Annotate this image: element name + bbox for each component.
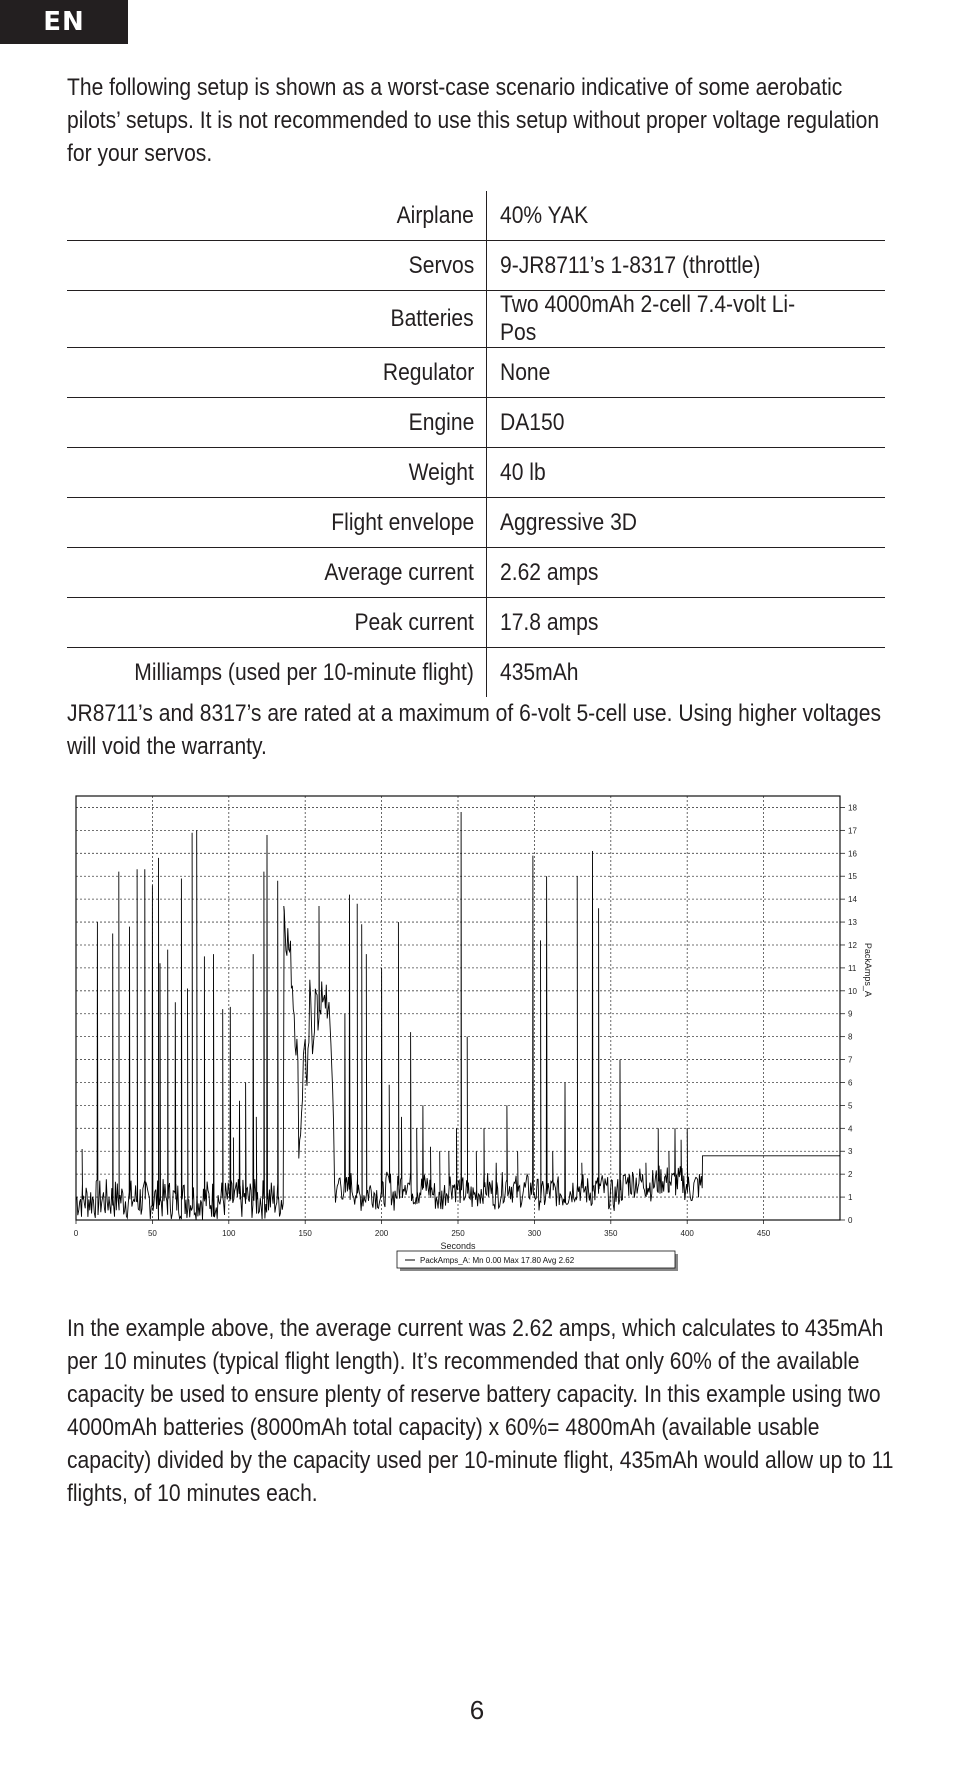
spec-value (487, 598, 886, 648)
spec-row (67, 348, 885, 398)
y-tick-label: 18 (848, 803, 857, 813)
spec-value (487, 398, 886, 448)
current-draw-chart (65, 790, 873, 1272)
y-tick-label: 0 (848, 1216, 853, 1225)
x-tick-label: 450 (756, 1229, 771, 1238)
summary-paragraph: In the example above, the average current was 2.62 amps, which calculates to 435mAh per 10 minutes (typical flight length). It’s recommended that only 60% of the available capacity be used to ensure plenty of reserve battery capacity. In this example using two 4000mAh batteries (8000mAh total capacity) x 60%= 4800mAh (available usable capacity) divided by the capacity used per 10-minute flight, 435mAh would allow up to 11 flights, of 10 minutes each. (67, 1315, 894, 1507)
language-tab: EN (0, 0, 128, 44)
spec-value (487, 291, 886, 348)
y-tick-label: 8 (848, 1032, 853, 1042)
y-axis-title: PackAmps_A (863, 942, 873, 997)
spec-value (487, 648, 886, 698)
spec-value-text: 2.62 amps (500, 558, 599, 586)
spec-value-text: DA150 (500, 408, 565, 436)
spec-row (67, 448, 885, 498)
spec-value-text: 17.8 amps (500, 608, 599, 636)
spec-row (67, 598, 885, 648)
y-tick-label: 17 (848, 826, 857, 836)
spec-row (67, 498, 885, 548)
spec-label (67, 448, 487, 498)
x-tick-label: 300 (527, 1229, 542, 1238)
spec-value-text: 40% YAK (500, 201, 589, 229)
spec-value-text: 435mAh (500, 658, 579, 686)
y-tick-label: 5 (848, 1101, 853, 1111)
spec-label (67, 648, 487, 698)
x-tick-label: 400 (680, 1229, 694, 1238)
spec-label-text: Servos (408, 251, 474, 279)
spec-value-text: 9-JR8711’s 1-8317 (throttle) (500, 251, 761, 279)
x-tick-label: 50 (147, 1229, 157, 1238)
setup-specs-table (67, 191, 885, 697)
y-tick-label: 9 (848, 1009, 853, 1019)
x-tick-label: 200 (374, 1229, 389, 1238)
y-tick-label: 12 (848, 940, 857, 950)
spec-value-text: 40 lb (500, 458, 546, 486)
spec-value (487, 498, 886, 548)
spec-row (67, 648, 885, 698)
page-number: 6 (469, 1695, 485, 1725)
x-tick-label: 150 (298, 1229, 312, 1238)
spec-row (67, 398, 885, 448)
spec-label (67, 598, 487, 648)
y-tick-label: 14 (848, 895, 857, 905)
y-tick-label: 6 (848, 1078, 853, 1088)
spec-label (67, 291, 487, 348)
y-tick-label: 15 (848, 872, 857, 882)
y-tick-label: 7 (848, 1055, 853, 1065)
y-tick-label: 13 (848, 918, 857, 928)
spec-label-text: Average current (324, 558, 474, 586)
x-tick-label: 0 (73, 1229, 79, 1238)
spec-value (487, 348, 886, 398)
spec-value (487, 548, 886, 598)
y-tick-label: 16 (848, 849, 857, 859)
x-tick-label: 250 (451, 1229, 465, 1238)
spec-label-text: Airplane (396, 201, 474, 229)
spec-label (67, 398, 487, 448)
y-tick-label: 4 (848, 1124, 853, 1134)
spec-label (67, 241, 487, 291)
x-tick-label: 100 (222, 1229, 236, 1238)
warranty-warning: JR8711’s and 8317’s are rated at a maximum of 6-volt 5-cell use. Using higher voltages will void the warranty. (67, 700, 881, 760)
spec-value (487, 448, 886, 498)
spec-row (67, 548, 885, 598)
spec-value (487, 191, 886, 241)
spec-row (67, 241, 885, 291)
spec-label-text: Milliamps (used per 10-minute flight) (134, 658, 474, 686)
intro-paragraph: The following setup is shown as a worst-case scenario indicative of some aerobatic pilots’ setups. It is not recommended to use this setup without proper voltage regulation for your servos. (67, 74, 880, 167)
spec-value-text: Aggressive 3D (500, 508, 638, 536)
spec-row (67, 291, 885, 348)
spec-value (487, 241, 886, 291)
spec-label-text: Regulator (382, 358, 474, 386)
legend-label: PackAmps_A: Mn 0.00 Max 17.80 Avg 2.62 (420, 1256, 575, 1265)
y-tick-label: 10 (848, 986, 857, 996)
spec-label-text: Engine (408, 408, 474, 436)
spec-value-text: None (500, 358, 551, 386)
spec-value-text: Two 4000mAh 2-cell 7.4-volt Li-Pos (500, 291, 796, 346)
y-tick-label: 1 (848, 1193, 853, 1203)
spec-label-text: Flight envelope (331, 508, 474, 536)
spec-label (67, 548, 487, 598)
spec-label-text: Batteries (390, 305, 474, 332)
spec-label (67, 348, 487, 398)
spec-label (67, 498, 487, 548)
spec-label (67, 191, 487, 241)
spec-row (67, 191, 885, 241)
x-axis-title: Seconds (440, 1241, 476, 1251)
y-tick-label: 2 (848, 1170, 853, 1180)
y-tick-label: 3 (848, 1147, 853, 1157)
x-tick-label: 350 (604, 1229, 618, 1238)
spec-label-text: Peak current (354, 608, 474, 636)
spec-label-text: Weight (408, 458, 474, 486)
y-tick-label: 11 (848, 963, 857, 973)
